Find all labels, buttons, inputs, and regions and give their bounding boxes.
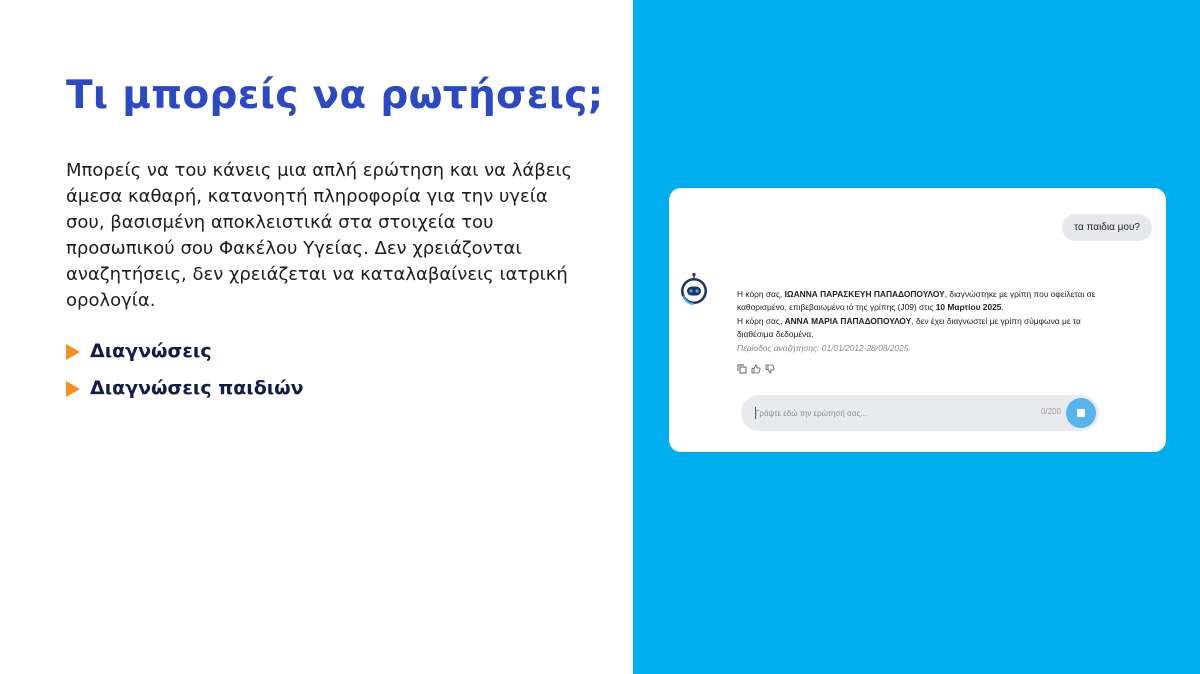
diagnosis-date: 10 Μαρτίου 2025	[935, 302, 1002, 313]
arrow-bullet-icon	[66, 344, 80, 360]
message-actions	[737, 364, 775, 374]
chat-input-bar	[741, 395, 1099, 431]
chatbot-avatar-icon	[677, 272, 711, 306]
copy-icon[interactable]	[737, 364, 747, 374]
stop-button[interactable]	[1066, 398, 1096, 428]
child-name: ΑΝΝΑ ΜΑΡΙΑ ΠΑΠΑΔΟΠΟΥΛΟΥ	[784, 315, 912, 326]
topic-label-diagnoses: Διαγνώσεις	[90, 339, 212, 362]
thumbs-down-icon[interactable]	[765, 364, 775, 374]
question-input[interactable]	[755, 404, 1015, 422]
stop-icon	[1077, 409, 1085, 417]
thumbs-up-icon[interactable]	[751, 364, 761, 374]
bot-text: , δεν έχει διαγνωστεί με γρίπη σύμφωνα με τα διαθέσιμα δεδομένα.	[737, 315, 1081, 340]
topic-label-children-diagnoses: Διαγνώσεις παιδιών	[90, 376, 304, 399]
list-item	[66, 369, 304, 406]
slide-description: Μπορείς να του κάνεις μια απλή ερώτηση και να λάβεις άμεσα καθαρή, κατανοητή πληροφορία για την υγεία σου, βασισμένη αποκλειστικά στα στοιχεία του προσωπικού σου Φακέλου Υγείας. Δεν χρειάζονται αναζητήσεις, δεν χρειάζεται να καταλαβαίνεις ιατρική ορολογία.	[66, 160, 573, 311]
slide-title: Τι μπορείς να ρωτήσεις;	[66, 73, 604, 118]
bot-text: Η κόρη σας,	[737, 289, 785, 299]
bot-text: Η κόρη σας,	[737, 315, 785, 326]
bot-message	[737, 288, 1117, 355]
search-period-text: Περίοδος αναζήτησης: 01/01/2012-28/08/2025.	[737, 342, 911, 353]
arrow-bullet-icon	[66, 381, 80, 397]
bot-text: , διαγνώστηκε με γρίπη που οφείλεται σε καθορισμένο, επιβεβαιωμένο ιό της γρίπης (J09) στις	[737, 289, 1096, 313]
character-counter: 0/200	[1040, 407, 1061, 416]
bot-text: .	[1001, 302, 1004, 313]
child-name: ΙΩΑΝΝΑ ΠΑΡΑΣΚΕΥΗ ΠΑΠΑΔΟΠΟΥΛΟΥ	[784, 289, 945, 299]
user-message-bubble: τα παιδια μου?	[1062, 214, 1152, 241]
topic-list	[66, 332, 304, 406]
chat-window	[669, 188, 1166, 452]
list-item	[66, 332, 304, 369]
